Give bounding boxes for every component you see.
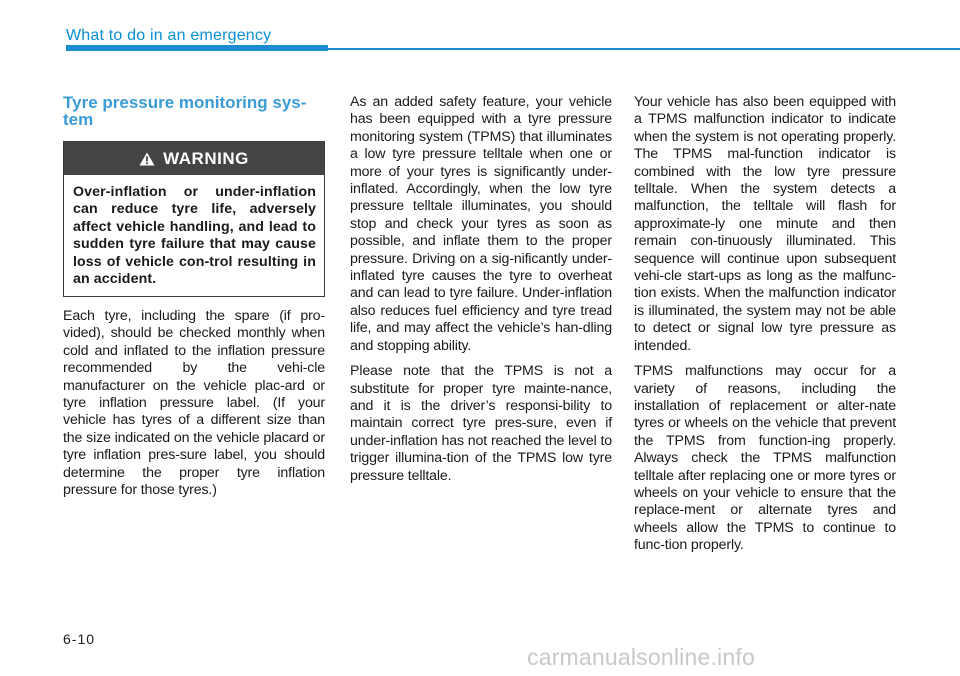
warning-header (64, 142, 324, 175)
header-rule (328, 48, 960, 50)
warning-text: Over-inflation or under-inflation can reduce tyre life, adversely affect vehicle handling, and lead to sudden tyre failure that may cause loss of vehicle con-trol resulting in an accident. (73, 184, 316, 288)
section-heading-line-1: Tyre pressure monitoring sys- (63, 93, 307, 112)
column-2 (350, 94, 612, 493)
warning-label: WARNING (163, 148, 249, 168)
column-1 (63, 94, 325, 128)
section-heading (63, 94, 325, 128)
warning-box (63, 141, 325, 297)
paragraph-malfunction-indicator: Your vehicle has also been equipped with a TPMS malfunction indicator to indicate when the system is not operating properly. The TPMS mal-function indicator is combined with the low tyre pressure telltale. When the system detects a malfunction, the telltale will flash for approximate-ly one minute and then remain con-tinuously illuminated. This sequence will continue upon subsequent vehi-cle start-ups as long as the malfunc-tion exists. When the malfunction indicator is illuminated, the system may not be able to detect or signal low tyre pressure as intended. (634, 94, 896, 354)
paragraph-malfunction-causes: TPMS malfunctions may occur for a variety of reasons, including the installation of replacement or alter-nate tyres or wheels on the vehicle that prevent the TPMS from function-ing properly. Always check the TPMS malfunction telltale after replacing one or more tyres or wheels on your vehicle to ensure that the replace-ment or alternate tyres and wheels allow the TPMS to continue to func-tion properly. (634, 363, 896, 554)
chapter-title: What to do in an emergency (66, 27, 272, 44)
paragraph-tyre-check: Each tyre, including the spare (if pro-vided), should be checked monthly when cold and inflated to the inflation pressure recommended by the vehi-cle manufacturer on the vehicle plac-ard or tyre inflation pressure label. (If your vehicle has tyres of a different size than the size indicated on the vehicle placard or tyre inflation pres-sure label, you should determine the proper tyre inflation pressure for those tyres.) (63, 308, 325, 499)
paragraph-tpms-note: Please note that the TPMS is not a substitute for proper tyre mainte-nance, and it is the driver’s responsi-bility to maintain correct tyre pres-sure, even if under-inflation has not reached the level to trigger illumina-tion of the TPMS low tyre pressure telltale. (350, 363, 612, 484)
watermark: carmanualsonline.info (527, 644, 755, 670)
column-3 (634, 94, 896, 563)
page-number: 6-10 (63, 631, 96, 647)
section-heading-line-2: tem (63, 110, 94, 129)
paragraph-tpms-feature: As an added safety feature, your vehicle has been equipped with a tyre pressure monitoring system (TPMS) that illuminates a low tyre pressure telltale when one or more of your tyres is significantly under-inflated. Accordingly, when the low tyre pressure telltale illuminates, you should stop and check your tyres as soon as possible, and inflate them to the proper pressure. Driving on a sig-nificantly under-inflated tyre causes the tyre to overheat and can lead to tyre failure. Under-inflation also reduces fuel efficiency and tyre tread life, and may affect the vehicle’s han-dling and stopping ability. (350, 94, 612, 354)
warning-triangle-icon (139, 152, 155, 166)
header-rule-accent (66, 45, 328, 51)
column-1-body (63, 308, 325, 507)
